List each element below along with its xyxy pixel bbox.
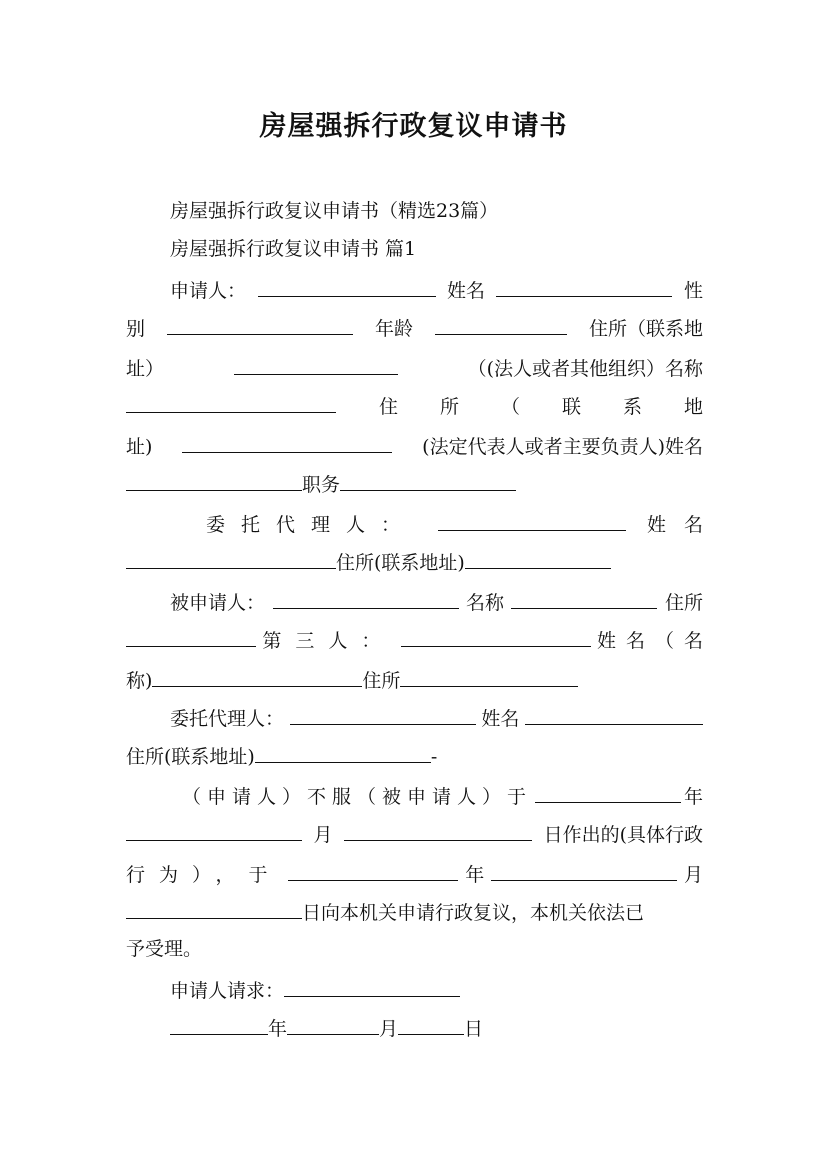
age-label: 年龄 (374, 318, 413, 340)
not-accept-label: （申请人）不服（被申请人）于 (182, 786, 533, 808)
agent-blank[interactable] (438, 510, 626, 531)
title-name-label: 名称 (465, 592, 504, 614)
sign-year-blank[interactable] (170, 1014, 268, 1035)
address-paren-label: 住所(联系地址) (336, 552, 465, 574)
address-contact-label-4: 址) (126, 436, 153, 458)
day-apply-label: 日向本机关申请行政复议，本机关依法已 (302, 902, 645, 924)
position-label: 职务 (302, 474, 341, 496)
apply-month-blank[interactable] (491, 860, 677, 881)
decision-date-line (126, 820, 703, 846)
apply-statement-line (126, 898, 703, 924)
org-address-line (126, 392, 745, 418)
third-party-name-blank[interactable] (152, 666, 362, 687)
dash-text: - (430, 746, 438, 768)
name-blank[interactable] (496, 276, 672, 297)
third-party-address-blank[interactable] (400, 666, 578, 687)
month-label-2: 月 (683, 864, 703, 886)
legal-rep-label: (法定代表人或者主要负责人)姓名 (422, 436, 703, 458)
name-label-2: 姓名 (646, 514, 721, 536)
org-name-blank[interactable] (126, 392, 336, 413)
decision-month-blank[interactable] (344, 820, 532, 841)
gender-label: 性 (683, 280, 703, 302)
document-subtitle (170, 198, 703, 224)
agent-label-2: 委托代理人： (170, 708, 285, 730)
sign-day-blank[interactable] (398, 1014, 464, 1035)
subtitle-text: 房屋强拆行政复议申请书（精选23篇） (170, 200, 499, 222)
accepted-text: 予受理。 (126, 938, 203, 960)
address-label-2: 住所 (362, 670, 401, 692)
year-label-3: 年 (268, 1018, 288, 1040)
name-or-title-label-2: 称) (126, 670, 153, 692)
respondent-blank[interactable] (273, 588, 459, 609)
address-paren-label-2: 住所(联系地址) (126, 746, 255, 768)
apply-year-blank[interactable] (288, 860, 458, 881)
address-label: 住所 (664, 592, 703, 614)
gender-label-2: 别 (126, 318, 146, 340)
agent-label: 委托代理人： (206, 514, 417, 536)
applicant-blank[interactable] (258, 276, 436, 297)
year-label: 年 (683, 786, 703, 808)
agent-address-line (126, 548, 703, 574)
agent-address-blank[interactable] (465, 548, 611, 569)
request-blank[interactable] (284, 976, 460, 997)
document-title: 房屋强拆行政复议申请书 (259, 111, 568, 142)
sign-month-blank[interactable] (287, 1014, 379, 1035)
month-label-3: 月 (379, 1018, 399, 1040)
legal-rep-line (126, 432, 703, 458)
address-blank[interactable] (234, 354, 398, 375)
agent-2-line (170, 704, 703, 730)
applicant-label: 申请人： (170, 280, 247, 302)
agent-line (206, 510, 721, 536)
month-label: 月 (313, 824, 333, 846)
apply-day-blank[interactable] (126, 898, 302, 919)
position-blank[interactable] (340, 470, 516, 491)
accepted-line (126, 936, 703, 962)
request-label: 申请人请求： (170, 980, 285, 1002)
third-party-line (126, 626, 713, 652)
agent-2-blank[interactable] (290, 704, 476, 725)
agent-2-name-blank[interactable] (525, 704, 703, 725)
day-action-label: 日作出的(具体行政 (543, 824, 703, 846)
org-address-blank[interactable] (182, 432, 392, 453)
address-contact-label-2: 址） (126, 358, 165, 380)
legal-rep-blank[interactable] (126, 470, 302, 491)
position-line (126, 470, 703, 496)
agent-name-blank[interactable] (126, 548, 336, 569)
decision-year-blank[interactable] (535, 782, 681, 803)
title-name-blank[interactable] (511, 588, 657, 609)
year-label-2: 年 (465, 864, 485, 886)
decision-year-blank-2[interactable] (126, 820, 302, 841)
signature-date-line (170, 1014, 703, 1040)
applicant-line (170, 276, 703, 302)
respondent-line (170, 588, 703, 614)
name-label-3: 姓名 (481, 708, 520, 730)
age-blank[interactable] (435, 314, 567, 335)
section-heading (170, 236, 703, 262)
third-party-address-line (126, 666, 703, 692)
not-accept-line (182, 782, 703, 808)
day-label-3: 日 (464, 1018, 484, 1040)
org-name-label: （(法人或者其他组织）名称 (467, 358, 703, 380)
respondent-label: 被申请人： (170, 592, 266, 614)
name-label: 姓名 (446, 280, 485, 302)
third-party-label: 第三人： (262, 630, 395, 652)
agent-2-address-blank[interactable] (255, 742, 431, 763)
gender-age-line (126, 314, 703, 340)
agent-2-address-line (126, 742, 703, 768)
org-name-line (126, 354, 703, 380)
name-or-title-label: 姓名（名 (596, 630, 713, 652)
action-end-label: 行为），于 (126, 864, 282, 886)
apply-date-line (126, 860, 703, 886)
address-contact-label: 住所（联系地 (588, 318, 703, 340)
request-line (170, 976, 703, 1002)
address-contact-label-3: 住所（联系地 (378, 396, 745, 418)
third-party-blank[interactable] (401, 626, 591, 647)
section-heading-text: 房屋强拆行政复议申请书 篇1 (170, 238, 417, 260)
gender-blank[interactable] (167, 314, 353, 335)
respondent-address-blank[interactable] (126, 626, 256, 647)
